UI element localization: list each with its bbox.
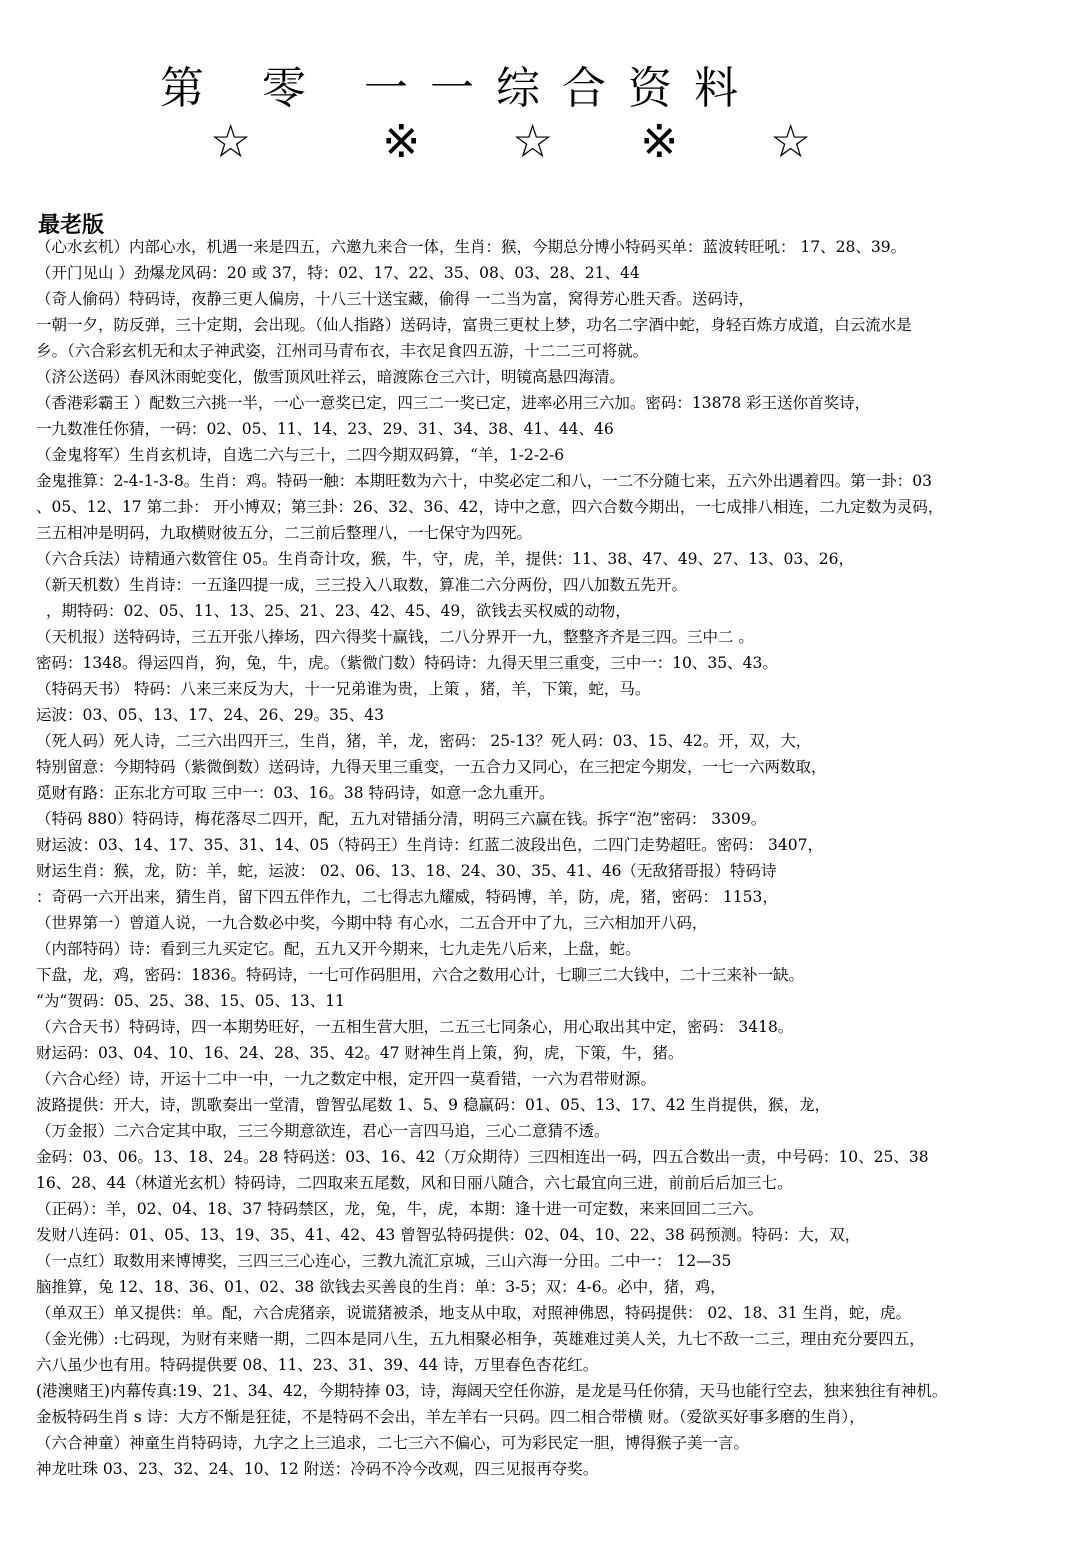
text-line: 发财八连码：01、05、13、19、35、41、42、43 曾智弘特码提供：02、04、10、22、38 码预测。特码：大，双， xyxy=(36,1226,861,1244)
text-line: ，期特码：02、05、11、13、25、21、23、42、45、49，欲钱去买权威的动物， xyxy=(46,602,631,620)
text-line: （香港彩霸王 ）配数三六挑一半，一心一意奖已定，四三二一奖已定，进率必用三六加。密码：13878 彩王送你首奖诗， xyxy=(36,394,871,412)
text-line: （新天机数）生肖诗：一五逢四提一成，三三投入八取数，算准二六分两份，四八加数五先开。 xyxy=(36,576,688,594)
text-line: （六合兵法）诗精通六数管住 05。生肖奇计攻，猴，牛，守，虎，羊，提供：11、38、47、49、27、13、03、26， xyxy=(36,550,854,568)
text-line: 乡。（六合彩玄机无和太子神武姿，江州司马青布衣，丰衣足食四五游，十二二三可将就。 xyxy=(36,342,649,360)
text-line: 金码：03、06。13、18、24。28 特码送：03、16、42（万众期待）三四相连出一码，四五合数出一责，中号码：10、25、38 xyxy=(36,1148,929,1166)
text-line: 16、28、44（林道光玄机）特码诗，二四取来五尾数，风和日丽八随合，六七最宜向三进，前前后后加三七。 xyxy=(36,1174,793,1192)
text-line: 波路提供：开大，诗，凯歌奏出一堂清，曾智弘尾数 1、5、9 稳赢码：01、05、13、17、42 生肖提供，猴，龙， xyxy=(36,1096,830,1114)
text-line: 运波：03、05、13、17、24、26、29。35、43 xyxy=(36,706,385,724)
text-line: 密码：1348。得运四肖，狗，兔，牛，虎。（紫微门数）特码诗：九得天里三重变，三中一：10、35、43。 xyxy=(36,654,778,672)
text-line: （六合神童）神童生肖特码诗，九字之上三追求，二七三六不偏心，可为彩民定一胆，博得猴子美一言。 xyxy=(36,1434,750,1452)
text-line: 、05、12、17 第二卦： 开小博双；第三卦：26、32、36、42，诗中之意，四六合数今期出，一七成排八相连，二九定数为灵码， xyxy=(36,498,944,516)
edition-label: 最老版 xyxy=(38,212,105,238)
text-line: 财运生肖：猴，龙，防：羊，蛇，运波： 02、06、13、18、24、30、35、41、46（无敌猪哥报）特码诗 xyxy=(36,862,777,880)
reference-mark-icon: ※ xyxy=(640,114,679,168)
star-icon: ☆ xyxy=(210,114,252,168)
text-line: （六合天书）特码诗，四一本期势旺好，一五相生营大胆，二五三七同条心，用心取出其中定，密码： 3418。 xyxy=(36,1018,794,1036)
text-line: （一点红）取数用来博博奖，三四三三心连心，三教九流汇京城，三山六海一分田。二中一： 12—35 xyxy=(36,1252,732,1270)
star-icon: ☆ xyxy=(512,114,554,168)
text-line: （内部特码）诗：看到三九买定它。配，五九又开今期来，七九走先八后来，上盘，蛇。 xyxy=(36,940,641,958)
text-line: 一朝一夕，防反弹，三十定期，会出现。（仙人指路）送码诗，富贵三更杖上梦，功名二字酒中蛇，身轻百炼方成道，白云流水是 xyxy=(36,316,912,334)
text-line: （万金报）二六合定其中取，三三今期意欲连，君心一言四马追，三心二意猜不透。 xyxy=(36,1122,610,1140)
text-line: (港澳赌王)内幕传真:19、21、34、42，今期特捧 03，诗，海阔天空任你游，是龙是马任你猜，天马也能行空去，独来独往有神机。 xyxy=(36,1382,948,1400)
text-line: （特码 880）特码诗，梅花落尽二四开，配，五九对错插分清，明码三六赢在钱。拆字“泡”密码： 3309。 xyxy=(36,810,767,828)
reference-mark-icon: ※ xyxy=(382,114,421,168)
document-body xyxy=(36,234,1048,1482)
text-line: 觅财有路：正东北方可取 三中一：03、16。38 特码诗，如意一念九重开。 xyxy=(36,784,555,802)
text-line: 脑推算，兔 12、18、36、01、02、38 欲钱去买善良的生肖：单：3-5；双：4-6。必中，猪，鸡， xyxy=(36,1278,726,1296)
text-line: （特码天书） 特码：八来三来反为大，十一兄弟谁为贵，上策 ，猪，羊，下策，蛇，马。 xyxy=(36,680,651,698)
text-line: （天机报）送特码诗，三五开张八捧场，四六得奖十赢钱，二八分界开一九，整整齐齐是三四。三中二 。 xyxy=(36,628,754,646)
text-line: 财运波：03、14、17、35、31、14、05（特码王）生肖诗：红蓝二波段出色，二四门走势超旺。密码： 3407， xyxy=(36,836,823,854)
text-line: （死人码）死人诗，二三六出四开三，生肖，猪，羊，龙，密码： 25-13？死人码：03、15、42。开，双，大， xyxy=(36,732,812,750)
text-line: 金鬼推算：2-4-1-3-8。生肖：鸡。特码一触：本期旺数为六十，中奖必定二和八，一二不分随七来，五六外出遇着四。第一卦：03 xyxy=(36,472,932,490)
text-line: （金鬼将军）生肖玄机诗，自选二六与三十，二四今期双码算，“羊，1-2-2-6 xyxy=(36,446,565,464)
page-title: 第 零 一一综合资料 xyxy=(160,63,760,114)
star-icon: ☆ xyxy=(770,114,812,168)
text-line: （奇人偷码）特码诗，夜静三更人偏房，十八三十送宝藏，偷得 一二当为富，窝得芳心胜天香。送码诗， xyxy=(36,290,754,308)
text-line: 六八虽少也有用。特码提供要 08、11、23、31、39、44 诗，万里春色杏花红。 xyxy=(36,1356,599,1374)
text-line: 特别留意：今期特码（紫微倒数）送码诗，九得天里三重变，一五合力又同心，在三把定今期发，一七一六两数取， xyxy=(36,758,827,776)
text-line: 下盘，龙，鸡，密码：1836。特码诗，一七可作码胆用，六合之数用心计，七聊三二大钱中，二十三来补一缺。 xyxy=(36,966,804,984)
text-line: 一九数准任你猜，一码：02、05、11、14、23、29、31、34、38、41、44、46 xyxy=(36,420,614,438)
text-line: 金板特码生肖 s 诗：大方不惭是狂徒，不是特码不会出，羊左羊右一只码。四二相合带横 财。（爱欲买好事多磨的生肖）， xyxy=(36,1408,865,1426)
text-line: ：奇码一六开出来，猜生肖，留下四五伴作九，二七得志九耀威，特码博，羊，防，虎，猪，密码： 1153， xyxy=(36,888,778,906)
text-line: 财运码：03、04、10、16、24、28、35、42。47 财神生肖上策，狗，虎，下策，牛，猪。 xyxy=(36,1044,684,1062)
text-line: （正码）：羊，02、04、18、37 特码禁区，龙，兔，牛，虎，本期：逢十进一可定数，来来回回二三六。 xyxy=(36,1200,764,1218)
text-line: （金光佛）:七码现，为财有来赌一期，二四本是同八生，五九相聚必相争，英雄难过美人关，九七不敌一二三，理由充分要四五， xyxy=(36,1330,925,1348)
text-line: （济公送码）春风沐雨蛇变化，傲雪顶风吐祥云，暗渡陈仓三六计，明镜高悬四海清。 xyxy=(36,368,626,386)
text-line: 神龙吐珠 03、23、32、24、10、12 附送：冷码不冷今改观，四三见报再夺奖。 xyxy=(36,1460,599,1478)
text-line: （开门见山 ）劲爆龙风码：20 或 37，特：02、17、22、35、08、03、28、21、44 xyxy=(36,264,640,282)
text-line: （六合心经）诗，开运十二中一中，一九之数定中根，定开四一莫看错，一六为君带财源。 xyxy=(36,1070,657,1088)
text-line: “为“贺码：05、25、38、15、05、13、11 xyxy=(36,992,345,1010)
text-line: （世界第一）曾道人说，一九合数必中奖，今期中特 有心水，二五合开中了九，三六相加开八码， xyxy=(36,914,708,932)
text-line: （心水玄机）内部心水，机遇一来是四五，六邀九来合一体，生肖：猴，今期总分博小特码买单：蓝波转旺吼： 17、28、39。 xyxy=(36,238,907,256)
text-line: （单双王）单又提供：单。配，六合虎猪亲，说谎猪被杀，地支从中取，对照神佛恩，特码提供： 02、18、31 生肖，蛇，虎。 xyxy=(36,1304,912,1322)
text-line: 三五相冲是明码，九取横财彼五分，二三前后整理八，一七保守为四死。 xyxy=(36,524,533,542)
